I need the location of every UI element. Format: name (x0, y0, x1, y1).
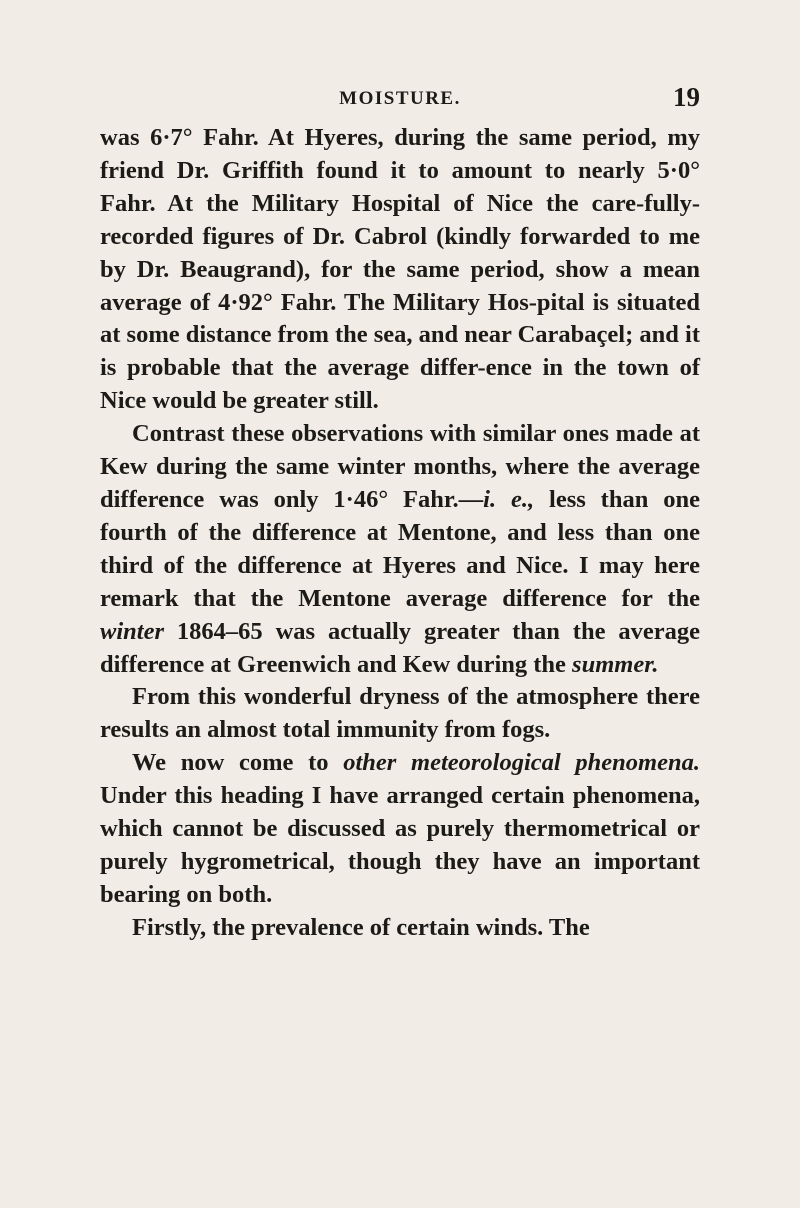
italic-text: summer. (572, 650, 659, 678)
running-head (100, 84, 700, 114)
paragraph-1 (100, 122, 700, 418)
paragraph-5 (100, 912, 700, 945)
text-segment: We now come to (132, 749, 344, 777)
text-segment: less than one fourth of the difference at Mentone, and less than one third of the difference at Hyeres and Nice. I may here remark that the Mentone average difference for the (100, 485, 700, 612)
paragraph-2 (100, 418, 700, 681)
text-segment: Firstly, the prevalence of certain winds. The (132, 913, 590, 941)
text-segment: was 6·7° Fahr. At Hyeres, during the same period, my friend Dr. Griffith found it to amount to nearly 5·0° Fahr. At the Military Hospital of Nice the care-fully-recorded figures of Dr. Cabrol (kindly forwarded to me by Dr. Beaugrand), for the same period, show a mean average of 4·92° Fahr. The Military Hos-pital is situated at some distance from the sea, and near Carabaçel; and it is probable that the average differ-ence in the town of Nice would be greater still. (100, 124, 700, 415)
page-number: 19 (673, 82, 700, 112)
text-segment: Under this heading I have arranged certain phenomena, which cannot be discussed as purely thermometrical or purely hygrometrical, though they have an important bearing on both. (100, 782, 700, 908)
body-text (100, 122, 700, 945)
italic-text: i. e., (483, 485, 535, 513)
italic-text: winter (100, 617, 164, 645)
paragraph-4 (100, 747, 700, 912)
text-segment: From this wonderful dryness of the atmosphere there results an almost total immunity from fogs. (100, 683, 700, 744)
paragraph-3 (100, 681, 700, 747)
text-segment: Contrast these observations with similar ones made at Kew during the same winter months, where the average difference was only 1·46° Fahr.— (100, 420, 700, 513)
text-segment: 1864–65 was actually greater than the average difference at Greenwich and Kew during the (100, 617, 700, 678)
italic-text: other meteorological phenomena. (343, 749, 700, 777)
running-title: MOISTURE. (339, 88, 461, 109)
